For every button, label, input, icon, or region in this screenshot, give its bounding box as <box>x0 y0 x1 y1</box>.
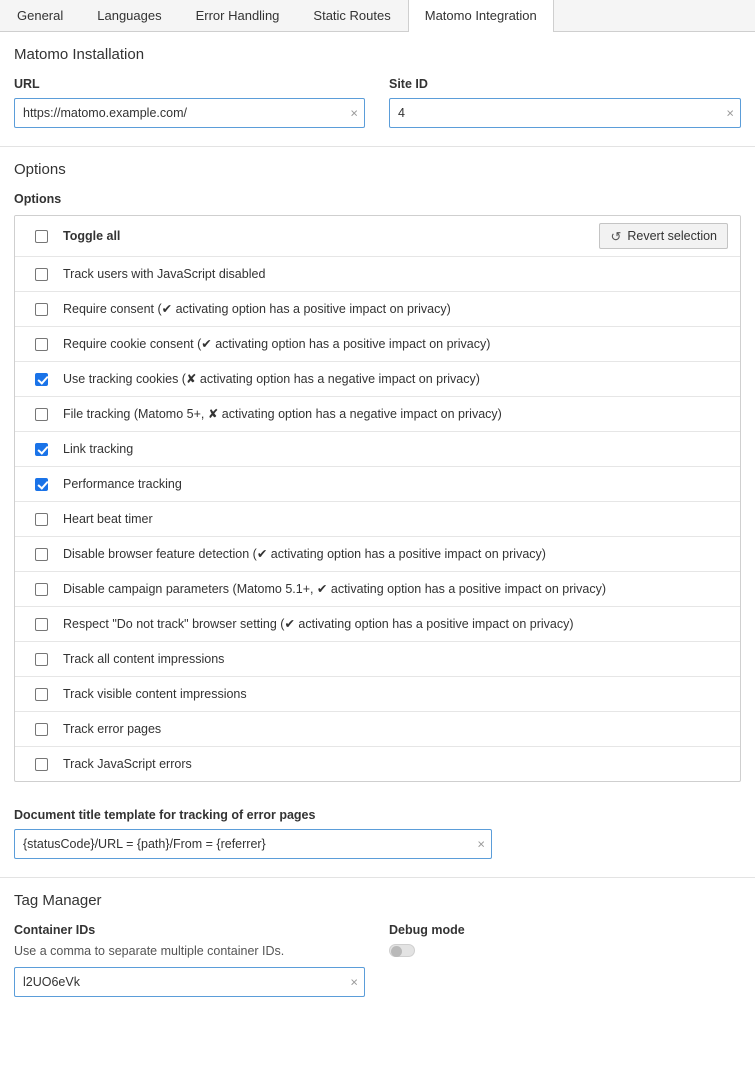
option-checkbox-track-javascript-errors[interactable] <box>35 758 48 771</box>
option-checkbox-cell <box>15 268 63 281</box>
option-row-track-visible-content-impressions[interactable] <box>15 676 740 711</box>
container-ids-label: Container IDs <box>14 923 96 937</box>
option-row-disable-browser-feature-detection[interactable] <box>15 536 740 571</box>
container-ids-input-wrap <box>14 967 365 997</box>
debug-mode-toggle[interactable] <box>389 944 415 957</box>
option-checkbox-cell <box>15 443 63 456</box>
option-checkbox-track-all-content-impressions[interactable] <box>35 653 48 666</box>
option-checkbox-heart-beat-timer[interactable] <box>35 513 48 526</box>
option-row-link-tracking[interactable] <box>15 431 740 466</box>
tag-manager-row <box>14 923 741 997</box>
toggle-all-group <box>15 220 120 253</box>
container-ids-hint: Use a comma to separate multiple container IDs. <box>14 944 285 958</box>
toggle-all-checkbox[interactable] <box>35 230 48 243</box>
option-checkbox-cell <box>15 583 63 596</box>
options-table <box>14 215 741 782</box>
url-input-wrap <box>14 98 365 128</box>
clear-document-title-icon[interactable]: × <box>477 836 485 852</box>
option-row-use-tracking-cookies[interactable] <box>15 361 740 396</box>
tag-manager-panel <box>0 878 755 1015</box>
option-label-performance-tracking: Performance tracking <box>63 476 182 491</box>
option-label-track-visible-content-impressions: Track visible content impressions <box>63 686 247 701</box>
debug-mode-label: Debug mode <box>389 923 465 937</box>
option-checkbox-cell <box>15 513 63 526</box>
siteid-field-group <box>389 77 741 128</box>
option-label-file-tracking: File tracking (Matomo 5+, ✘ activating option has a negative impact on privacy) <box>63 406 502 421</box>
debug-mode-group <box>389 923 465 997</box>
option-checkbox-cell <box>15 653 63 666</box>
document-title-group <box>14 808 741 859</box>
option-label-disable-campaign-parameters: Disable campaign parameters (Matomo 5.1+, ✔ activating option has a positive impact on privacy) <box>63 581 607 596</box>
option-label-require-consent: Require consent (✔ activating option has a positive impact on privacy) <box>63 301 451 316</box>
option-checkbox-cell <box>15 303 63 316</box>
options-table-header <box>15 216 740 256</box>
option-label-track-all-content-impressions: Track all content impressions <box>63 651 225 666</box>
site-id-input[interactable] <box>389 98 741 128</box>
option-row-heart-beat-timer[interactable] <box>15 501 740 536</box>
option-row-track-users-js-disabled[interactable] <box>15 256 740 291</box>
option-row-performance-tracking[interactable] <box>15 466 740 501</box>
option-checkbox-cell <box>15 548 63 561</box>
option-checkbox-disable-campaign-parameters[interactable] <box>35 583 48 596</box>
clear-url-icon[interactable]: × <box>350 105 358 121</box>
site-id-input-wrap <box>389 98 741 128</box>
option-label-link-tracking: Link tracking <box>63 441 134 456</box>
debug-mode-toggle-knob <box>391 946 402 957</box>
matomo-installation-title: Matomo Installation <box>14 46 145 63</box>
option-checkbox-cell <box>15 723 63 736</box>
option-row-file-tracking[interactable] <box>15 396 740 431</box>
option-row-track-error-pages[interactable] <box>15 711 740 746</box>
toggle-all-cell <box>15 230 63 243</box>
option-label-disable-browser-feature-detection: Disable browser feature detection (✔ activating option has a positive impact on privacy) <box>63 546 546 561</box>
clear-container-ids-icon[interactable]: × <box>350 974 358 990</box>
option-checkbox-track-users-js-disabled[interactable] <box>35 268 48 281</box>
option-row-require-consent[interactable] <box>15 291 740 326</box>
container-ids-input[interactable] <box>14 967 365 997</box>
option-checkbox-cell <box>15 618 63 631</box>
container-ids-group <box>14 923 365 997</box>
option-checkbox-cell <box>15 758 63 771</box>
tab-static-routes[interactable]: Static Routes <box>313 8 391 23</box>
url-label: URL <box>14 77 40 91</box>
document-title-input[interactable] <box>14 829 492 859</box>
option-checkbox-require-cookie-consent[interactable] <box>35 338 48 351</box>
installation-fields-row <box>14 77 741 128</box>
option-checkbox-use-tracking-cookies[interactable] <box>35 373 48 386</box>
option-label-track-error-pages: Track error pages <box>63 721 162 736</box>
tab-bar <box>0 0 755 32</box>
option-row-require-cookie-consent[interactable] <box>15 326 740 361</box>
revert-selection-button[interactable] <box>599 223 728 249</box>
option-checkbox-cell <box>15 688 63 701</box>
option-label-respect-do-not-track: Respect "Do not track" browser setting (✔ activating option has a positive impact on privacy) <box>63 616 574 631</box>
option-row-track-all-content-impressions[interactable] <box>15 641 740 676</box>
option-label-use-tracking-cookies: Use tracking cookies (✘ activating option has a negative impact on privacy) <box>63 371 480 386</box>
tag-manager-title: Tag Manager <box>14 892 102 909</box>
option-checkbox-cell <box>15 373 63 386</box>
revert-icon: ↺ <box>610 228 622 244</box>
option-label-track-javascript-errors: Track JavaScript errors <box>63 756 192 771</box>
option-checkbox-link-tracking[interactable] <box>35 443 48 456</box>
clear-site-id-icon[interactable]: × <box>726 105 734 121</box>
option-label-require-cookie-consent: Require cookie consent (✔ activating option has a positive impact on privacy) <box>63 336 491 351</box>
option-checkbox-cell <box>15 408 63 421</box>
option-checkbox-file-tracking[interactable] <box>35 408 48 421</box>
option-label-track-users-js-disabled: Track users with JavaScript disabled <box>63 266 266 281</box>
options-section-label: Options <box>14 192 62 206</box>
url-input[interactable] <box>14 98 365 128</box>
matomo-installation-panel <box>0 32 755 147</box>
options-panel-title: Options <box>14 161 66 178</box>
tab-matomo-integration[interactable]: Matomo Integration <box>408 0 554 32</box>
revert-selection-label: Revert selection <box>627 229 717 243</box>
option-row-track-javascript-errors[interactable] <box>15 746 740 781</box>
options-panel <box>0 147 755 878</box>
document-title-input-wrap <box>14 829 492 859</box>
option-checkbox-track-error-pages[interactable] <box>35 723 48 736</box>
option-checkbox-cell <box>15 478 63 491</box>
tab-languages[interactable]: Languages <box>97 8 162 23</box>
toggle-all-label: Toggle all <box>63 228 121 243</box>
option-checkbox-require-consent[interactable] <box>35 303 48 316</box>
option-checkbox-track-visible-content-impressions[interactable] <box>35 688 48 701</box>
url-field-group <box>14 77 365 128</box>
option-checkbox-respect-do-not-track[interactable] <box>35 618 48 631</box>
document-title-label: Document title template for tracking of error pages <box>14 808 316 822</box>
site-id-label: Site ID <box>389 77 428 91</box>
option-label-heart-beat-timer: Heart beat timer <box>63 511 153 526</box>
option-checkbox-cell <box>15 338 63 351</box>
option-row-respect-do-not-track[interactable] <box>15 606 740 641</box>
tab-error-handling[interactable]: Error Handling <box>195 8 280 23</box>
option-row-disable-campaign-parameters[interactable] <box>15 571 740 606</box>
option-checkbox-disable-browser-feature-detection[interactable] <box>35 548 48 561</box>
tab-general[interactable]: General <box>17 8 64 23</box>
option-checkbox-performance-tracking[interactable] <box>35 478 48 491</box>
